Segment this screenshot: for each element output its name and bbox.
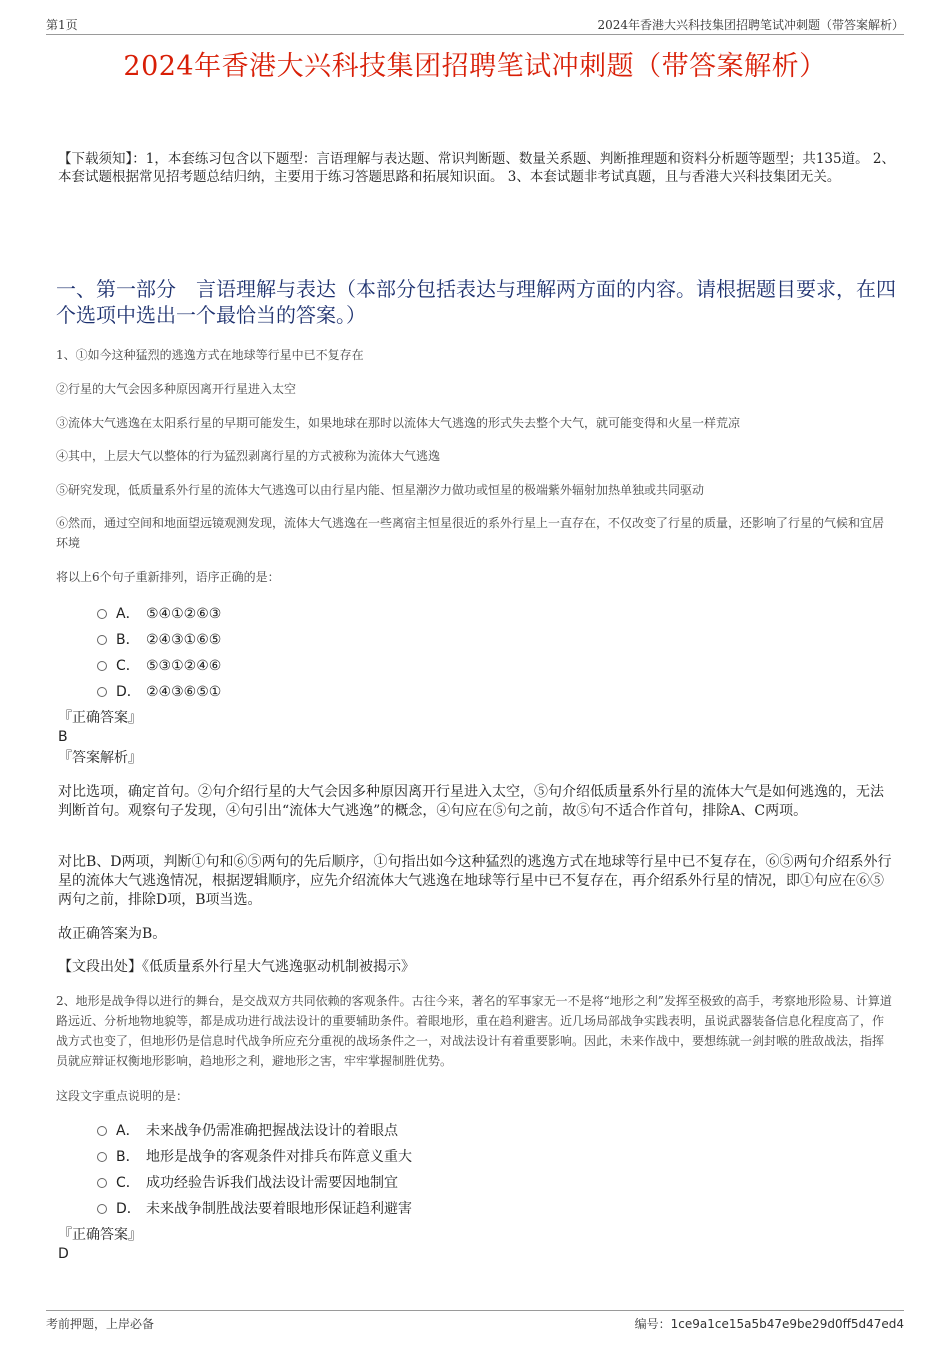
q1-option-b[interactable]: B． ②④③①⑥⑤ xyxy=(97,630,221,650)
radio-icon[interactable] xyxy=(97,661,107,671)
q2-answer-label: 『正确答案』 xyxy=(58,1227,142,1243)
q1-analysis-para-3: 故正确答案为B。 xyxy=(58,926,167,942)
q1-option-c[interactable]: C． ⑤③①②④⑥ xyxy=(97,656,221,676)
radio-icon[interactable] xyxy=(97,1178,107,1188)
q1-source: 【文段出处】《低质量系外行星大气逃逸驱动机制被揭示》 xyxy=(58,959,415,975)
q1-option-a[interactable]: A． ⑤④①②⑥③ xyxy=(97,604,221,624)
q2-option-b[interactable]: B． 地形是战争的客观条件对排兵布阵意义重大 xyxy=(97,1147,412,1167)
page-header xyxy=(46,14,904,35)
radio-icon[interactable] xyxy=(97,609,107,619)
q2-option-c[interactable]: C． 成功经验告诉我们战法设计需要因地制宜 xyxy=(97,1173,398,1193)
radio-icon[interactable] xyxy=(97,1152,107,1162)
q1-analysis-para-1: 对比选项，确定首句。②句介绍行星的大气会因多种原因离开行星进入太空，⑤句介绍低质量系外行星的流体大气是如何逃逸的，无法判断首句。观察句子发现，④句引出“流体大气逃逸”的概念，④句应在⑤句之前，故⑤句不适合作首句，排除A、C两项。 xyxy=(58,784,884,819)
footer-code-value: 1ce9a1ce15a5b47e9be29d0ff5d47ed4 xyxy=(670,1317,904,1331)
page-footer xyxy=(46,1310,904,1335)
footer-slogan: 考前押题，上岸必备 xyxy=(46,1317,155,1331)
footer-code xyxy=(635,1315,904,1332)
section-heading: 一、第一部分 言语理解与表达（本部分包括表达与理解两方面的内容。请根据题目要求，在四个选项中选出一个最恰当的答案。） xyxy=(56,277,896,327)
radio-icon[interactable] xyxy=(97,687,107,697)
q1-sentence-1: 1、①如今这种猛烈的逃逸方式在地球等行星中已不复存在 xyxy=(56,348,364,362)
q2-option-d[interactable]: D． 未来战争制胜战法要着眼地形保证趋利避害 xyxy=(97,1199,412,1219)
q1-answer-label: 『正确答案』 xyxy=(58,710,142,726)
footer-code-label: 编号： xyxy=(634,1317,671,1331)
q2-passage: 2、地形是战争得以进行的舞台，是交战双方共同依赖的客观条件。古往今来，著名的军事家无一不是将“地形之利”发挥至极致的高手，考察地形险易、计算道路远近、分析地物地貌等，都是成功进行战法设计的重要辅助条件。着眼地形，重在趋利避害。近几场局部战争实践表明，虽说武器装备信息化程度高了，作战方式也变了，但地形仍是信息时代战争所应充分重视的战场条件之一，对战法设计有着重要影响。因此，未来作战中，要想练就一剑封喉的胜敌战法，指挥员就应辩证权衡地形影响，趋地形之利，避地形之害，牢牢掌握制胜优势。 xyxy=(56,994,892,1068)
q2-answer: D xyxy=(58,1246,69,1262)
radio-icon[interactable] xyxy=(97,1126,107,1136)
q1-option-d[interactable]: D． ②④③⑥⑤① xyxy=(97,682,221,702)
q2-option-a[interactable]: A． 未来战争仍需准确把握战法设计的着眼点 xyxy=(97,1121,398,1141)
page-number: 第1页 xyxy=(46,18,78,32)
q1-sentence-5: ⑤研究发现，低质量系外行星的流体大气逃逸可以由行星内能、恒星潮汐力做功或恒星的极端紫外辐射加热单独或共同驱动 xyxy=(56,483,705,497)
q1-sentence-3: ③流体大气逃逸在太阳系行星的早期可能发生，如果地球在那时以流体大气逃逸的形式失去整个大气，就可能变得和火星一样荒凉 xyxy=(56,416,741,430)
header-doc-title: 2024年香港大兴科技集团招聘笔试冲刺题（带答案解析） xyxy=(597,18,904,32)
radio-icon[interactable] xyxy=(97,635,107,645)
q1-prompt: 将以上6个句子重新排列，语序正确的是： xyxy=(56,570,280,584)
q1-sentence-2: ②行星的大气会因多种原因离开行星进入太空 xyxy=(56,382,297,396)
q1-answer: B xyxy=(58,729,68,745)
q2-prompt: 这段文字重点说明的是： xyxy=(56,1089,189,1103)
q1-sentence-4: ④其中，上层大气以整体的行为猛烈剥离行星的方式被称为流体大气逃逸 xyxy=(56,449,441,463)
radio-icon[interactable] xyxy=(97,1204,107,1214)
q1-analysis-para-2: 对比B、D两项，判断①句和⑥⑤两句的先后顺序，①句指出如今这种猛烈的逃逸方式在地球等行星中已不复存在，⑥⑤两句介绍系外行星的流体大气逃逸情况，根据逻辑顺序，应先介绍流体大气逃逸在地球等行星中已不复存在，再介绍系外行星的情况，即①句应在⑥⑤两句之前，排除D项，B项当选。 xyxy=(58,854,892,908)
download-notice: 【下载须知】：1，本套练习包含以下题型：言语理解与表达题、常识判断题、数量关系题、判断推理题和资料分析题等题型；共135道。 2、本套试题根据常见招考题总结归纳，主要用于练习答题思路和拓展知识面。 3、本套试题非考试真题，且与香港大兴科技集团无关。 xyxy=(58,151,895,185)
document-title: 2024年香港大兴科技集团招聘笔试冲刺题（带答案解析） xyxy=(123,51,827,82)
q1-analysis-label: 『答案解析』 xyxy=(58,750,142,766)
q1-sentence-6: ⑥然而，通过空间和地面望远镜观测发现，流体大气逃逸在一些离宿主恒星很近的系外行星上一直存在，不仅改变了行星的质量，还影响了行星的气候和宜居环境 xyxy=(56,516,885,550)
